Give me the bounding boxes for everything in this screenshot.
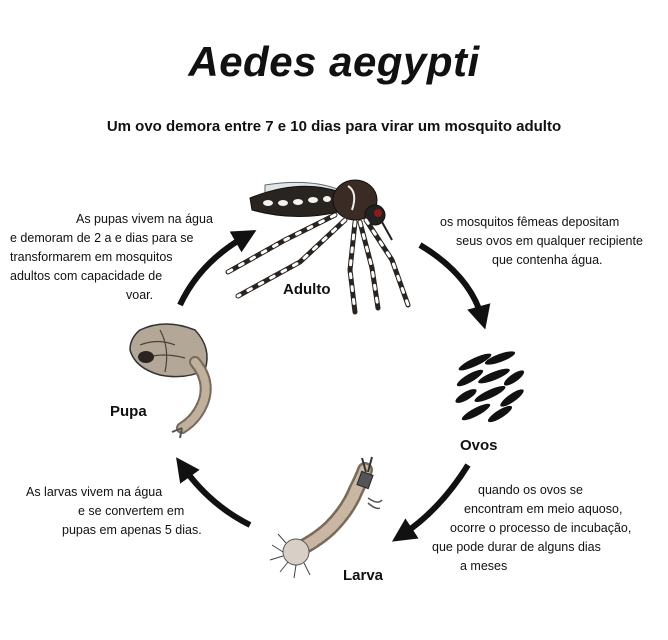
description-line: As pupas vivem na água <box>76 212 213 226</box>
description-adulto <box>440 213 643 270</box>
description-line: e demoram de 2 a e dias para se <box>10 231 194 245</box>
description-line: que pode durar de alguns dias <box>432 540 601 554</box>
description-line: e se convertem em <box>78 504 185 518</box>
stage-label-pupa: Pupa <box>110 403 147 420</box>
description-ovos <box>432 481 631 576</box>
diagram-subtitle: Um ovo demora entre 7 e 10 dias para virar um mosquito adulto <box>106 118 562 135</box>
description-line: ocorre o processo de incubação, <box>450 521 632 535</box>
pupa-icon <box>130 324 207 438</box>
description-line: pupas em apenas 5 dias. <box>62 523 202 537</box>
stage-label-adulto: Adulto <box>283 281 331 298</box>
stage-label-larva: Larva <box>343 567 384 584</box>
description-pupa <box>8 210 228 305</box>
description-line: quando os ovos se <box>478 483 583 497</box>
description-line: voar. <box>126 288 154 302</box>
diagram-title: Aedes aegypti <box>188 38 480 85</box>
description-line: os mosquitos fêmeas depositam <box>440 215 620 229</box>
description-line: transformarem em mosquitos <box>10 250 173 264</box>
description-larva <box>26 483 202 540</box>
description-line: adultos com capacidade de <box>10 269 163 283</box>
description-line: que contenha água. <box>492 253 603 267</box>
eggs-icon <box>454 349 527 425</box>
larva-icon <box>270 457 382 578</box>
description-line: As larvas vivem na água <box>26 485 163 499</box>
description-line: a meses <box>460 559 508 573</box>
stage-label-ovos: Ovos <box>460 437 498 454</box>
description-line: seus ovos em qualquer recipiente <box>456 234 643 248</box>
description-line: encontram em meio aquoso, <box>464 502 623 516</box>
